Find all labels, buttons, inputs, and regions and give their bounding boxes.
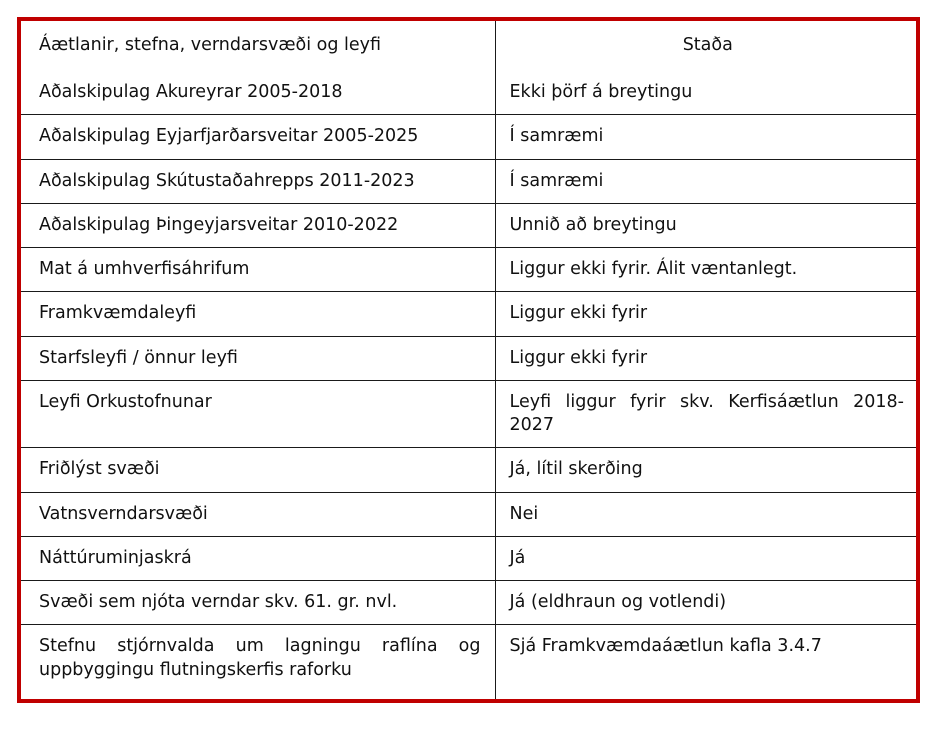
row-status-value: Liggur ekki fyrir. Álit væntanlegt. — [495, 248, 916, 292]
table-row — [21, 115, 916, 159]
table-body — [21, 71, 916, 699]
row-status-value: Liggur ekki fyrir — [495, 292, 916, 336]
row-status-value: Ekki þörf á breytingu — [495, 71, 916, 115]
table-row — [21, 581, 916, 625]
row-item-label: Framkvæmdaleyfi — [21, 292, 495, 336]
row-item-label: Svæði sem njóta verndar skv. 61. gr. nvl. — [21, 581, 495, 625]
row-status-value: Já (eldhraun og votlendi) — [495, 581, 916, 625]
table-row — [21, 492, 916, 536]
column-header-status: Staða — [495, 21, 916, 71]
table-header-row — [21, 21, 916, 71]
row-item-label: Aðalskipulag Eyjarfjarðarsveitar 2005-2025 — [21, 115, 495, 159]
table-row — [21, 203, 916, 247]
row-status-value: Sjá Framkvæmdaáætlun kafla 3.4.7 — [495, 625, 916, 700]
table-row — [21, 336, 916, 380]
table-row — [21, 625, 916, 700]
row-item-label: Stefnu stjórnvalda um lagningu raflína og uppbyggingu flutningskerfis raforku — [21, 625, 495, 700]
table-row — [21, 448, 916, 492]
row-status-value: Í samræmi — [495, 159, 916, 203]
row-status-value: Leyfi liggur fyrir skv. Kerfisáætlun 2018-2027 — [495, 380, 916, 448]
row-item-label: Friðlýst svæði — [21, 448, 495, 492]
table-row — [21, 380, 916, 448]
row-item-label: Vatnsverndarsvæði — [21, 492, 495, 536]
status-table-container — [17, 17, 920, 703]
row-item-label: Aðalskipulag Þingeyjarsveitar 2010-2022 — [21, 203, 495, 247]
row-item-label: Aðalskipulag Skútustaðahrepps 2011-2023 — [21, 159, 495, 203]
table-row — [21, 292, 916, 336]
row-status-value: Já, lítil skerðing — [495, 448, 916, 492]
row-item-label: Starfsleyfi / önnur leyfi — [21, 336, 495, 380]
row-item-label: Mat á umhverfisáhrifum — [21, 248, 495, 292]
row-status-value: Unnið að breytingu — [495, 203, 916, 247]
row-status-value: Já — [495, 536, 916, 580]
row-item-label: Náttúruminjaskrá — [21, 536, 495, 580]
table-row — [21, 159, 916, 203]
table-header — [21, 21, 916, 71]
row-item-label: Aðalskipulag Akureyrar 2005-2018 — [21, 71, 495, 115]
table-row — [21, 248, 916, 292]
row-status-value: Liggur ekki fyrir — [495, 336, 916, 380]
status-table — [21, 21, 916, 699]
row-item-label: Leyfi Orkustofnunar — [21, 380, 495, 448]
table-row — [21, 71, 916, 115]
table-row — [21, 536, 916, 580]
column-header-plans: Áætlanir, stefna, verndarsvæði og leyfi — [21, 21, 495, 71]
row-status-value: Nei — [495, 492, 916, 536]
row-status-value: Í samræmi — [495, 115, 916, 159]
